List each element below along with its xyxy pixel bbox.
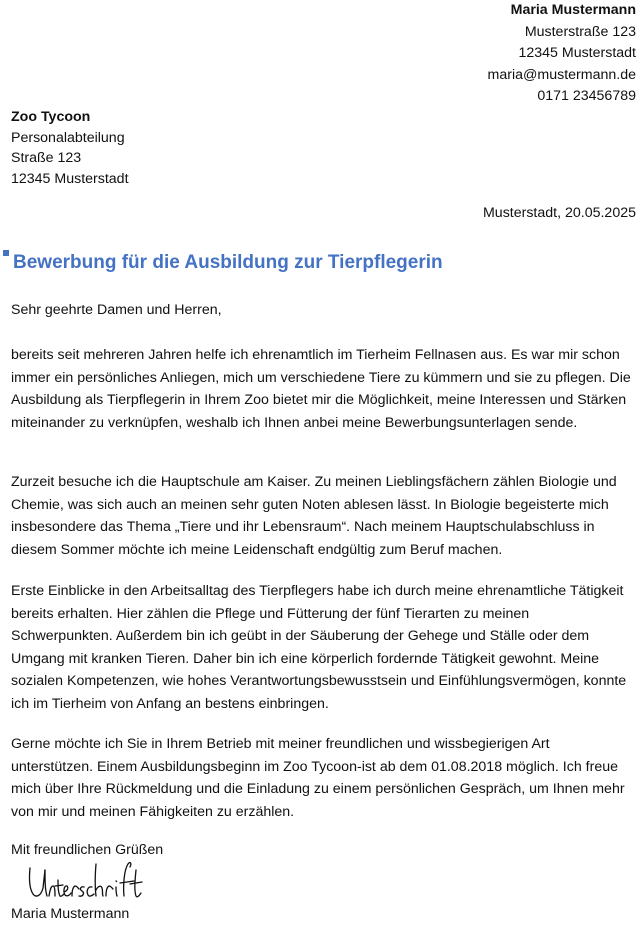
letter-date: Musterstadt, 20.05.2025 [482,205,636,221]
letter-subject: Bewerbung für die Ausbildung zur Tierpflegerin [13,252,443,273]
sender-email: maria@mustermann.de [487,66,636,83]
sender-name: Maria Mustermann [510,2,636,18]
sender-city: 12345 Musterstadt [518,45,636,61]
body-paragraph-2: Zurzeit besuche ich die Hauptschule am Kaiser. Zu meinen Lieblingsfächern zählen Biologie und Chemie, was sich auch an meinen sehr guten Noten ablesen lässt. In Biologie begeisterte mich insbesondere das Thema „Tiere und ihr Lebensraum“. Nach meinem Hauptschulabschluss in diesem Sommer möchte ich meine Leidenschaft endgültig zum Beruf machen. [11,474,617,558]
sender-address-block [488,0,636,108]
body-paragraph-4: Gerne möchte ich Sie in Ihrem Betrieb mit meiner freundlichen und wissbegierigen Art unterstützen. Einem Ausbildungsbeginn im Zoo Tycoon-ist ab dem 01.08.2018 möglich. Ich freue mich über Ihre Rückmeldung und die Einladung zu einem persönlichen Gespräch, um Ihnen mehr von mir und meinen Fähigkeiten zu erzählen. [11,736,625,820]
sender-phone: 0171 23456789 [537,88,636,104]
recipient-department: Personalabteilung [11,129,125,146]
salutation: Sehr geehrte Damen und Herren, [11,302,222,318]
body-paragraph-1: bereits seit mehreren Jahren helfe ich ehrenamtlich im Tierheim Fellnasen aus. Es war mir schon immer ein persönliches Anliegen, mich um verschiedene Tiere zu kümmern und sie zu pflegen. Die Ausbildung als Tierpflegerin in Ihrem Zoo bietet mir die Möglichkeit, meine Interessen und Stärken miteinander zu verknüpfen, weshalb ich Ihnen anbei meine Bewerbungsunterlagen sende. [11,347,631,431]
sender-street: Musterstraße 123 [524,23,636,40]
recipient-city: 12345 Musterstadt [11,170,129,187]
subject-marker [3,250,9,256]
handwritten-signature [24,858,144,902]
recipient-address-block [11,107,129,189]
recipient-street: Straße 123 [11,150,82,166]
body-paragraph-3: Erste Einblicke in den Arbeitsalltag des Tierpflegers habe ich durch meine ehrenamtliche Tätigkeit bereits erhalten. Hier zählen die Pflege und Fütterung der fünf Tierarten zu meinen Schwerpunkten. Außerdem bin ich geübt in der Säuberung der Gehege und Ställe oder dem Umgang mit kranken Tieren. Daher bin ich eine körperlich fordernde Tätigkeit gewohnt. Meine sozialen Kompetenzen, wie hohes Verantwortungsbewusstsein und Einfühlungsvermögen, konnte ich im Tierheim von Anfang an bestens einbringen. [11,583,627,712]
closing-phrase: Mit freundlichen Grüßen [11,842,164,858]
signer-name: Maria Mustermann [11,906,130,922]
recipient-company: Zoo Tycoon [11,109,91,125]
